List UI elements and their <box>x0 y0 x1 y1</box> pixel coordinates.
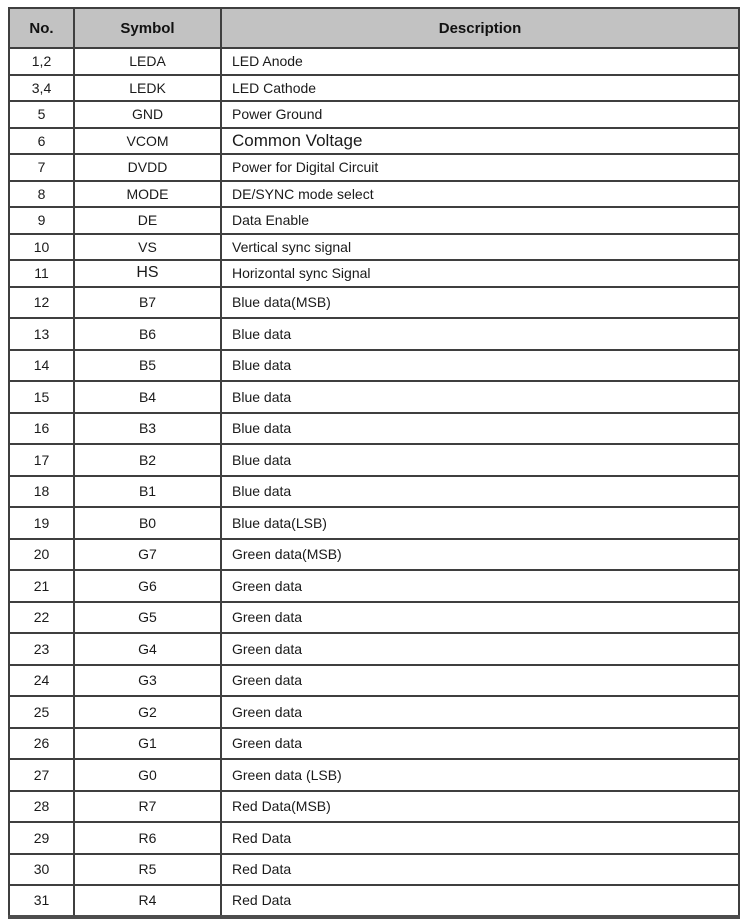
pin-number-cell: 18 <box>9 476 74 508</box>
table-row <box>9 181 739 208</box>
pin-symbol-cell: G5 <box>74 602 221 634</box>
pin-symbol-cell: B2 <box>74 444 221 476</box>
pin-description-cell: Power Ground <box>221 101 739 128</box>
pin-symbol-cell: LEDK <box>74 75 221 102</box>
pin-symbol-cell: DE <box>74 207 221 234</box>
pin-number-cell: 11 <box>9 260 74 287</box>
pin-number-cell: 30 <box>9 854 74 886</box>
pin-description-cell: Data Enable <box>221 207 739 234</box>
pin-number-cell: 24 <box>9 665 74 697</box>
pin-number-cell: 5 <box>9 101 74 128</box>
table-row <box>9 822 739 854</box>
pin-description-cell: LED Anode <box>221 48 739 75</box>
table-row <box>9 476 739 508</box>
table-row <box>9 728 739 760</box>
pin-symbol-cell: B7 <box>74 287 221 319</box>
pin-symbol-cell: DVDD <box>74 154 221 181</box>
pin-symbol-cell: MODE <box>74 181 221 208</box>
pin-number-cell: 16 <box>9 413 74 445</box>
table-row <box>9 413 739 445</box>
table-row <box>9 75 739 102</box>
pin-number-cell: 31 <box>9 885 74 917</box>
pin-symbol-cell: VCOM <box>74 128 221 155</box>
pin-symbol-cell: R4 <box>74 885 221 917</box>
pin-number-cell: 3,4 <box>9 75 74 102</box>
pin-description-cell: Green data <box>221 728 739 760</box>
pin-symbol-cell: VS <box>74 234 221 261</box>
pin-description-cell: Common Voltage <box>221 128 739 155</box>
pin-description-cell: Green data <box>221 602 739 634</box>
pin-description-cell: Blue data(LSB) <box>221 507 739 539</box>
pin-symbol-cell: B3 <box>74 413 221 445</box>
pin-number-cell: 20 <box>9 539 74 571</box>
pin-number-cell: 26 <box>9 728 74 760</box>
pin-number-cell: 25 <box>9 696 74 728</box>
pin-symbol-cell: G4 <box>74 633 221 665</box>
table-row <box>9 885 739 917</box>
pin-number-cell: 6 <box>9 128 74 155</box>
table-row <box>9 260 739 287</box>
pin-symbol-cell: G7 <box>74 539 221 571</box>
table-row <box>9 759 739 791</box>
pin-number-cell: 10 <box>9 234 74 261</box>
pin-description-cell: Red Data <box>221 885 739 917</box>
table-row <box>9 381 739 413</box>
pin-symbol-cell: HS <box>74 260 221 287</box>
pin-symbol-cell: LEDA <box>74 48 221 75</box>
pin-symbol-cell: B4 <box>74 381 221 413</box>
table-row <box>9 570 739 602</box>
table-row <box>9 539 739 571</box>
pin-symbol-cell: B5 <box>74 350 221 382</box>
pin-symbol-cell: R7 <box>74 791 221 823</box>
pin-description-cell: Blue data <box>221 476 739 508</box>
pin-number-cell: 8 <box>9 181 74 208</box>
table-row <box>9 350 739 382</box>
pin-symbol-cell: B1 <box>74 476 221 508</box>
table-row <box>9 128 739 155</box>
pin-description-cell: Horizontal sync Signal <box>221 260 739 287</box>
pin-description-cell: Blue data <box>221 413 739 445</box>
pin-number-cell: 17 <box>9 444 74 476</box>
table-row <box>9 318 739 350</box>
table-row <box>9 234 739 261</box>
table-row <box>9 207 739 234</box>
pin-number-cell: 12 <box>9 287 74 319</box>
table-row <box>9 696 739 728</box>
pin-number-cell: 21 <box>9 570 74 602</box>
pin-symbol-cell: R6 <box>74 822 221 854</box>
pin-symbol-cell: B0 <box>74 507 221 539</box>
table-header-row <box>9 8 739 48</box>
table-row <box>9 633 739 665</box>
table-row <box>9 101 739 128</box>
pin-description-cell: Green data(MSB) <box>221 539 739 571</box>
table-row <box>9 791 739 823</box>
pin-number-cell: 29 <box>9 822 74 854</box>
pin-description-cell: DE/SYNC mode select <box>221 181 739 208</box>
table-row <box>9 444 739 476</box>
pin-description-cell: Green data <box>221 633 739 665</box>
pin-number-cell: 23 <box>9 633 74 665</box>
pin-number-cell: 1,2 <box>9 48 74 75</box>
pin-description-cell: Blue data(MSB) <box>221 287 739 319</box>
pin-number-cell: 19 <box>9 507 74 539</box>
pin-description-cell: Red Data <box>221 822 739 854</box>
pin-description-cell: Red Data <box>221 854 739 886</box>
column-header-no: No. <box>9 8 74 48</box>
pin-symbol-cell: B6 <box>74 318 221 350</box>
column-header-symbol: Symbol <box>74 8 221 48</box>
pin-description-cell: Green data <box>221 665 739 697</box>
pin-symbol-cell: R5 <box>74 854 221 886</box>
pin-description-cell: Green data <box>221 696 739 728</box>
pin-description-cell: Green data <box>221 570 739 602</box>
table-row <box>9 48 739 75</box>
pin-number-cell: 7 <box>9 154 74 181</box>
table-row <box>9 665 739 697</box>
pin-symbol-cell: G6 <box>74 570 221 602</box>
pin-description-cell: Red Data(MSB) <box>221 791 739 823</box>
pin-symbol-cell: G1 <box>74 728 221 760</box>
pin-description-cell: Blue data <box>221 350 739 382</box>
table-row <box>9 507 739 539</box>
pin-number-cell: 13 <box>9 318 74 350</box>
pin-description-table <box>8 7 740 919</box>
pin-symbol-cell: G0 <box>74 759 221 791</box>
pin-description-cell: Green data (LSB) <box>221 759 739 791</box>
table-row <box>9 602 739 634</box>
table-body <box>9 48 739 917</box>
pin-description-cell: Vertical sync signal <box>221 234 739 261</box>
pin-symbol-cell: G2 <box>74 696 221 728</box>
table-row <box>9 287 739 319</box>
pin-description-cell: Power for Digital Circuit <box>221 154 739 181</box>
pin-description-cell: Blue data <box>221 444 739 476</box>
pin-symbol-cell: GND <box>74 101 221 128</box>
pin-number-cell: 22 <box>9 602 74 634</box>
pin-description-cell: Blue data <box>221 318 739 350</box>
table-row <box>9 154 739 181</box>
table-row <box>9 854 739 886</box>
pin-number-cell: 14 <box>9 350 74 382</box>
pin-number-cell: 9 <box>9 207 74 234</box>
pin-description-cell: Blue data <box>221 381 739 413</box>
column-header-description: Description <box>221 8 739 48</box>
pin-number-cell: 27 <box>9 759 74 791</box>
pin-number-cell: 28 <box>9 791 74 823</box>
pin-number-cell: 15 <box>9 381 74 413</box>
pin-description-cell: LED Cathode <box>221 75 739 102</box>
pin-symbol-cell: G3 <box>74 665 221 697</box>
